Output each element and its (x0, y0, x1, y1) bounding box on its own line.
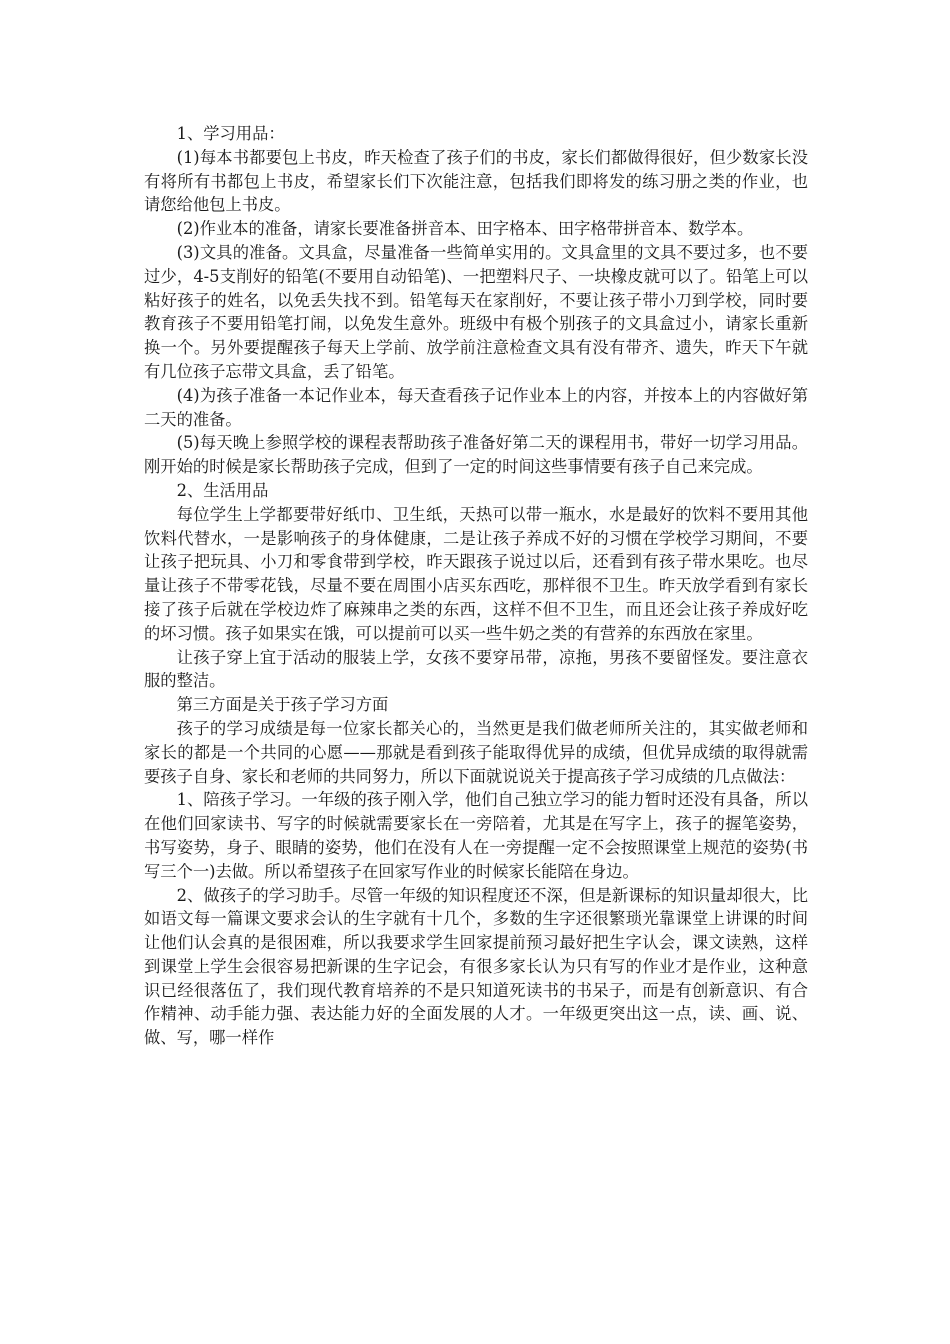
paragraph: (4)为孩子准备一本记作业本，每天查看孩子记作业本上的内容，并按本上的内容做好第二天的准备。 (144, 385, 808, 429)
paragraph: 2、做孩子的学习助手。尽管一年级的知识程度还不深，但是新课标的知识量却很大，比如语文每一篇课文要求会认的生字就有十几个，多数的生字还很繁琐光靠课堂上讲课的时间让他们认会真的是很困难，所以我要求学生回家提前预习最好把生字认会，课文读熟，这样到课堂上学生会很容易把新课的生字记会，有很多家长认为只有写的作业才是作业，这种意识已经很落伍了，我们现代教育培养的不是只知道死读书的书呆子，而是有创新意识、有合作精神、动手能力强、表达能力好的全面发展的人才。一年级更突出这一点，读、画、说、做、写，哪一样作 (144, 885, 808, 1048)
paragraph: (3)文具的准备。文具盒，尽量准备一些简单实用的。文具盒里的文具不要过多，也不要过少，4-5支削好的铅笔(不要用自动铅笔)、一把塑料尺子、一块橡皮就可以了。铅笔上可以粘好孩子的姓名，以免丢失找不到。铅笔每天在家削好，不要让孩子带小刀到学校，同时要教育孩子不要用铅笔打闹，以免发生意外。班级中有极个别孩子的文具盒过小，请家长重新换一个。另外要提醒孩子每天上学前、放学前注意检查文具有没有带齐、遗失，昨天下午就有几位孩子忘带文具盒，丢了铅笔。 (144, 242, 808, 381)
paragraph: 1、陪孩子学习。一年级的孩子刚入学，他们自己独立学习的能力暂时还没有具备，所以在他们回家读书、写字的时候就需要家长在一旁陪着，尤其是在写字上，孩子的握笔姿势，书写姿势，身子、眼睛的姿势，他们在没有人在一旁提醒一定不会按照课堂上规范的姿势(书写三个一)去做。所以希望孩子在回家写作业的时候家长能陪在身边。 (144, 790, 808, 881)
document-body (144, 122, 808, 1050)
paragraph: (1)每本书都要包上书皮，昨天检查了孩子们的书皮，家长们都做得很好，但少数家长没有将所有书都包上书皮，希望家长们下次能注意，包括我们即将发的练习册之类的作业，也请您给他包上书皮。 (144, 147, 808, 215)
paragraph: 第三方面是关于孩子学习方面 (176, 695, 389, 715)
paragraph: 2、生活用品 (176, 480, 269, 500)
paragraph: 孩子的学习成绩是每一位家长都关心的，当然更是我们做老师所关注的，其实做老师和家长的都是一个共同的心愿——那就是看到孩子能取得优异的成绩，但优异成绩的取得就需要孩子自身、家长和老师的共同努力，所以下面就说说关于提高孩子学习成绩的几点做法： (144, 718, 808, 786)
paragraph: 1、学习用品： (176, 124, 285, 143)
paragraph: (2)作业本的准备，请家长要准备拼音本、田字格本、田字格带拼音本、数学本。 (176, 219, 754, 239)
paragraph: 每位学生上学都要带好纸巾、卫生纸，天热可以带一瓶水，水是最好的饮料不要用其他饮料代替水，一是影响孩子的身体健康，二是让孩子养成不好的习惯在学校学习期间，不要让孩子把玩具、小刀和零食带到学校，昨天跟孩子说过以后，还看到有孩子带水果吃。也尽量让孩子不带零花钱，尽量不要在周围小店买东西吃，那样很不卫生。昨天放学看到有家长接了孩子后就在学校边炸了麻辣串之类的东西，这样不但不卫生，而且还会让孩子养成好吃的坏习惯。孩子如果实在饿，可以提前可以买一些牛奶之类的有营养的东西放在家里。 (144, 504, 808, 643)
paragraph: (5)每天晚上参照学校的课程表帮助孩子准备好第二天的课程用书，带好一切学习用品。刚开始的时候是家长帮助孩子完成，但到了一定的时间这些事情要有孩子自己来完成。 (144, 433, 808, 477)
paragraph: 让孩子穿上宜于活动的服装上学，女孩不要穿吊带，凉拖，男孩不要留怪发。要注意衣服的整洁。 (144, 647, 808, 691)
